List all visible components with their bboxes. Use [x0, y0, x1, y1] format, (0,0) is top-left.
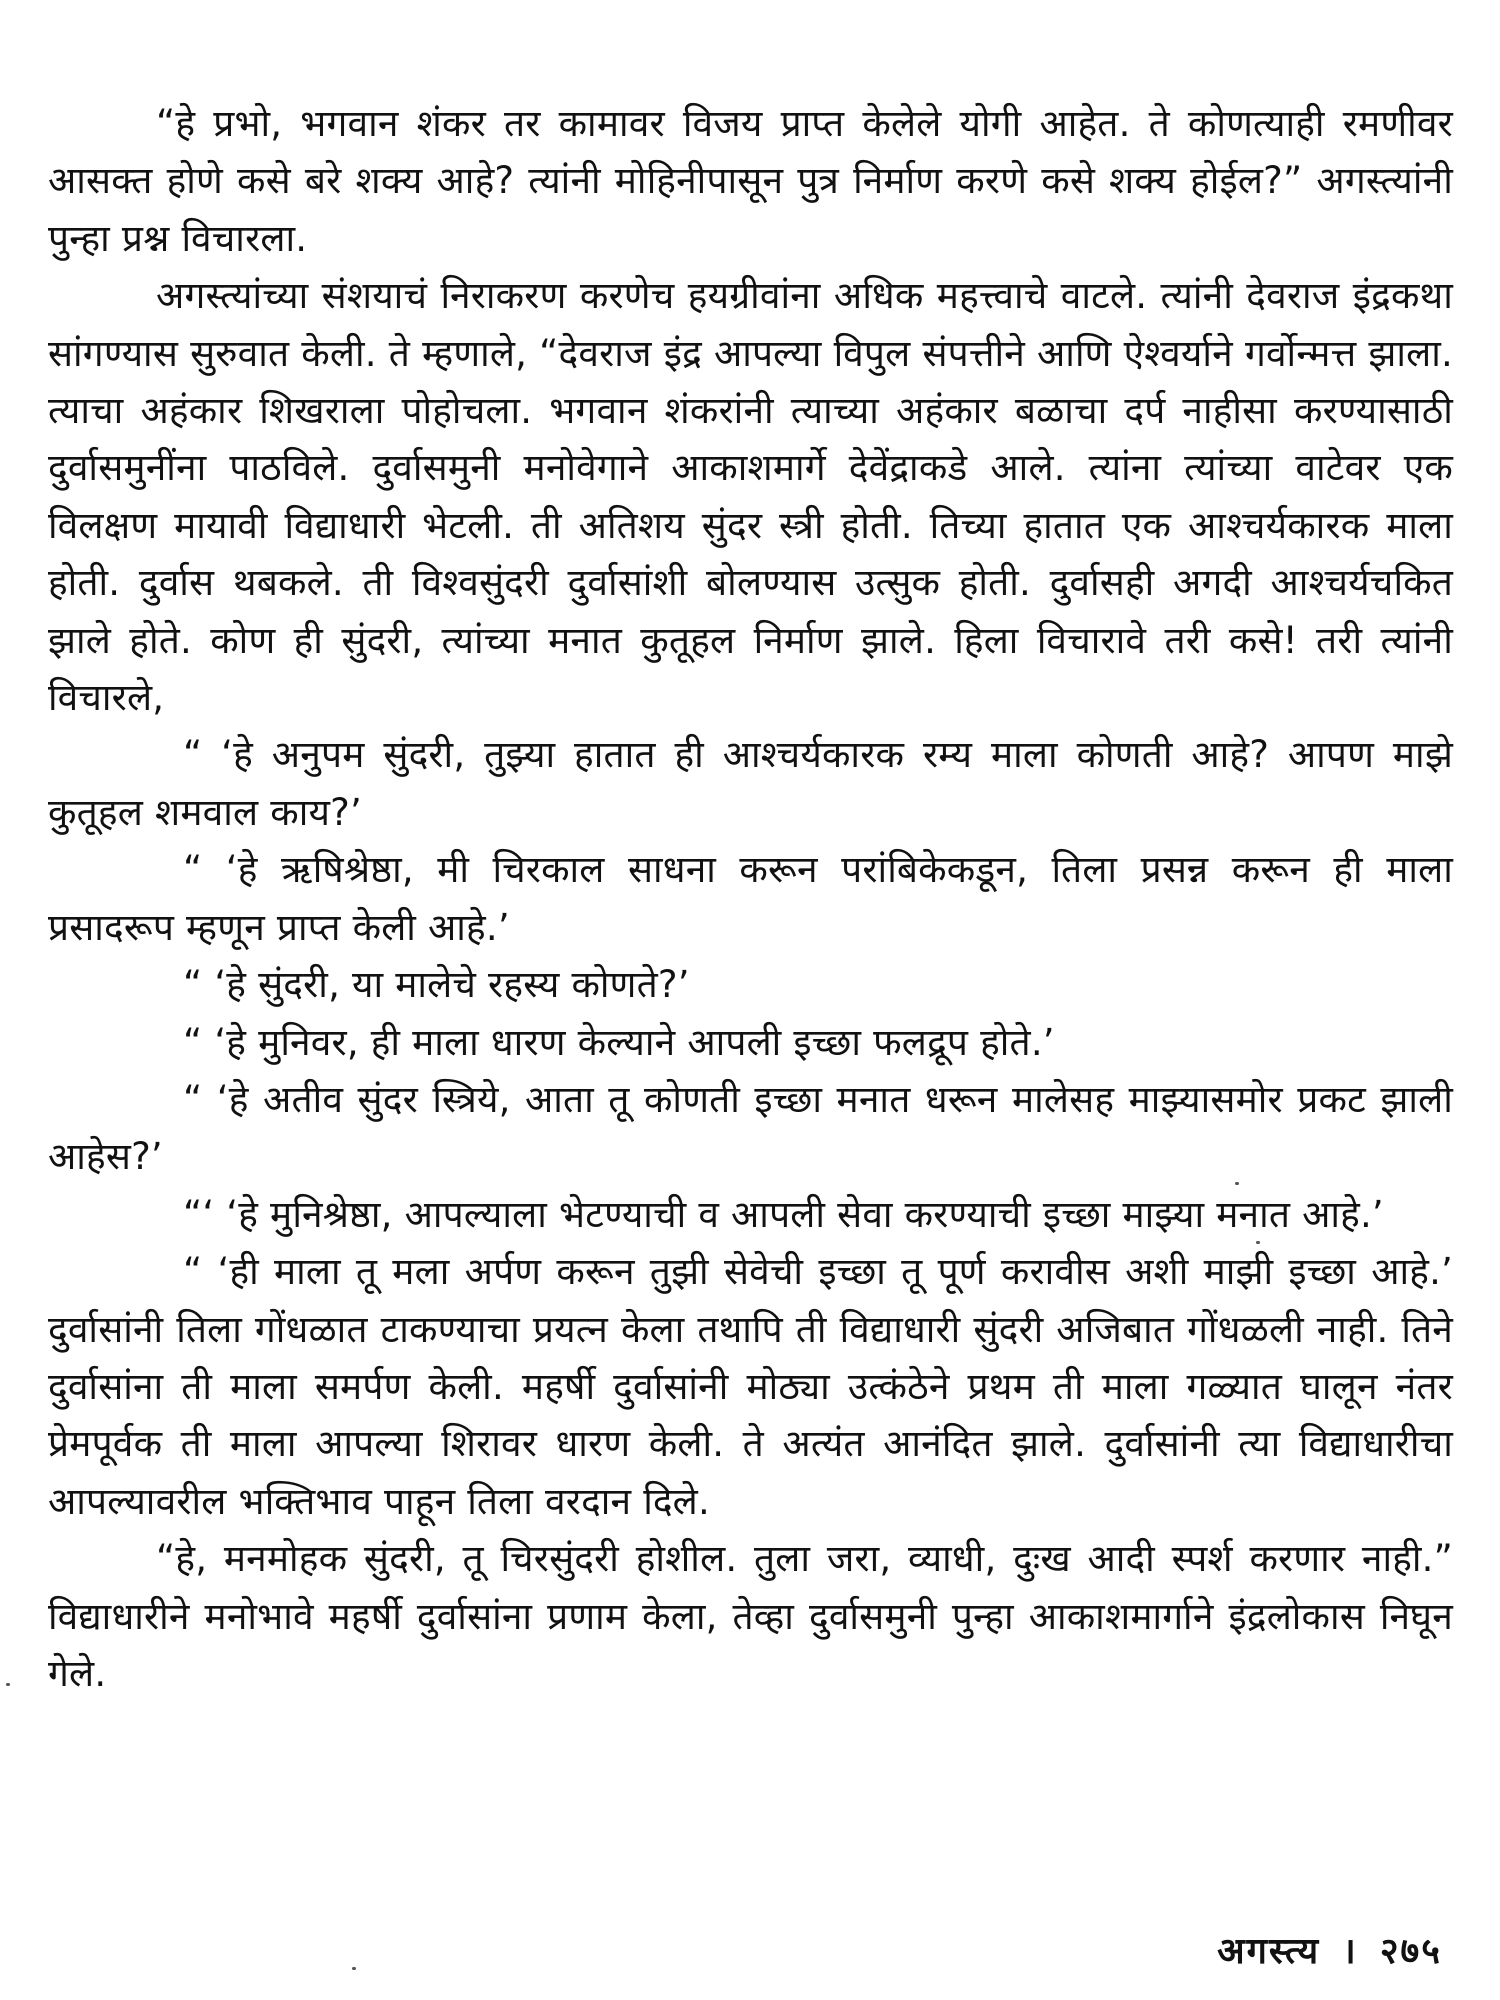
paragraph-5: “ ‘हे सुंदरी, या मालेचे रहस्य कोणते?’: [183, 963, 690, 1007]
paragraph-3: “ ‘हे अनुपम सुंदरी, तुझ्या हातात ही आश्चर्यकारक रम्य माला कोणती आहे? आपण माझे कुतूहल शमवाल काय?’: [48, 733, 1453, 834]
paragraph-7: “ ‘हे अतीव सुंदर स्त्रिये, आता तू कोणती इच्छा मनात धरून मालेसह माझ्यासमोर प्रकट झाली आहेस?’: [48, 1077, 1453, 1179]
paragraph-4: “ ‘हे ऋषिश्रेष्ठा, मी चिरकाल साधना करून परांबिकेकडून, तिला प्रसन्न करून ही माला प्रसादरूप म्हणून प्राप्त केली आहे.’: [48, 848, 1453, 949]
scan-speck: [6, 1683, 10, 1686]
footer-separator: ।: [1342, 1931, 1358, 1972]
paragraph-1: “हे प्रभो, भगवान शंकर तर कामावर विजय प्राप्त केलेले योगी आहेत. ते कोणत्याही रमणीवर आसक्त होणे कसे बरे शक्य आहे? त्यांनी मोहिनीपासून पुत्र निर्माण करणे कसे शक्य होईल?” अगस्त्यांनी पुन्हा प्रश्न विचारला.: [48, 102, 1453, 260]
scan-speck: [1235, 1182, 1239, 1185]
paragraph-2: अगस्त्यांच्या संशयाचं निराकरण करणेच हयग्रीवांना अधिक महत्त्वाचे वाटले. त्यांनी देवराज इंद्रकथा सांगण्यास सुरुवात केली. ते म्हणाले, “देवराज इंद्र आपल्या विपुल संपत्तीने आणि ऐश्वर्याने गर्वोन्मत्त झाला. त्याचा अहंकार शिखराला पोहोचला. भगवान शंकरांनी त्याच्या अहंकार बळाचा दर्प नाहीसा करण्यासाठी दुर्वासमुनींना पाठविले. दुर्वासमुनी मनोवेगाने आकाशमार्गे देवेंद्राकडे आले. त्यांना त्यांच्या वाटेवर एक विलक्षण मायावी विद्याधारी भेटली. ती अतिशय सुंदर स्त्री होती. तिच्या हातात एक आश्चर्यकारक माला होती. दुर्वास थबकले. ती विश्वसुंदरी दुर्वासांशी बोलण्यास उत्सुक होती. दुर्वासही अगदी आश्चर्यचकित झाले होते. कोण ही सुंदरी, त्यांच्या मनात कुतूहल निर्माण झाले. हिला विचारावे तरी कसे! तरी त्यांनी विचारले,: [48, 274, 1453, 720]
page-number: २७५: [1379, 1931, 1442, 1972]
paragraph-9: “ ‘ही माला तू मला अर्पण करून तुझी सेवेची इच्छा तू पूर्ण करावीस अशी माझी इच्छा आहे.’ दुर्वासांनी तिला गोंधळात टाकण्याचा प्रयत्न केला तथापि ती विद्याधारी सुंदरी अजिबात गोंधळली नाही. तिने दुर्वासांना ती माला समर्पण केली. महर्षी दुर्वासांनी मोठ्या उत्कंठेने प्रथम ती माला गळ्यात घालून नंतर प्रेमपूर्वक ती माला आपल्या शिरावर धारण केली. ते अत्यंत आनंदित झाले. दुर्वासांनी त्या विद्याधारीचा आपल्यावरील भक्तिभाव पाहून तिला वरदान दिले.: [48, 1250, 1453, 1523]
paragraph-6: “ ‘हे मुनिवर, ही माला धारण केल्याने आपली इच्छा फलद्रूप होते.’: [183, 1020, 1055, 1064]
paragraph-8: “‘ ‘हे मुनिश्रेष्ठा, आपल्याला भेटण्याची व आपली सेवा करण्याची इच्छा माझ्या मनात आहे.’: [183, 1192, 1384, 1236]
scan-speck: [1256, 1241, 1260, 1244]
page-body: [48, 95, 1453, 1702]
running-title: अगस्त्य: [1217, 1931, 1321, 1972]
page-footer: [1217, 1925, 1442, 1974]
scan-speck: [352, 1967, 356, 1970]
paragraph-10: “हे, मनमोहक सुंदरी, तू चिरसुंदरी होशील. तुला जरा, व्याधी, दुःख आदी स्पर्श करणार नाही.” विद्याधारीने मनोभावे महर्षी दुर्वासांना प्रणाम केला, तेव्हा दुर्वासमुनी पुन्हा आकाशमार्गाने इंद्रलोकास निघून गेले.: [48, 1537, 1453, 1695]
